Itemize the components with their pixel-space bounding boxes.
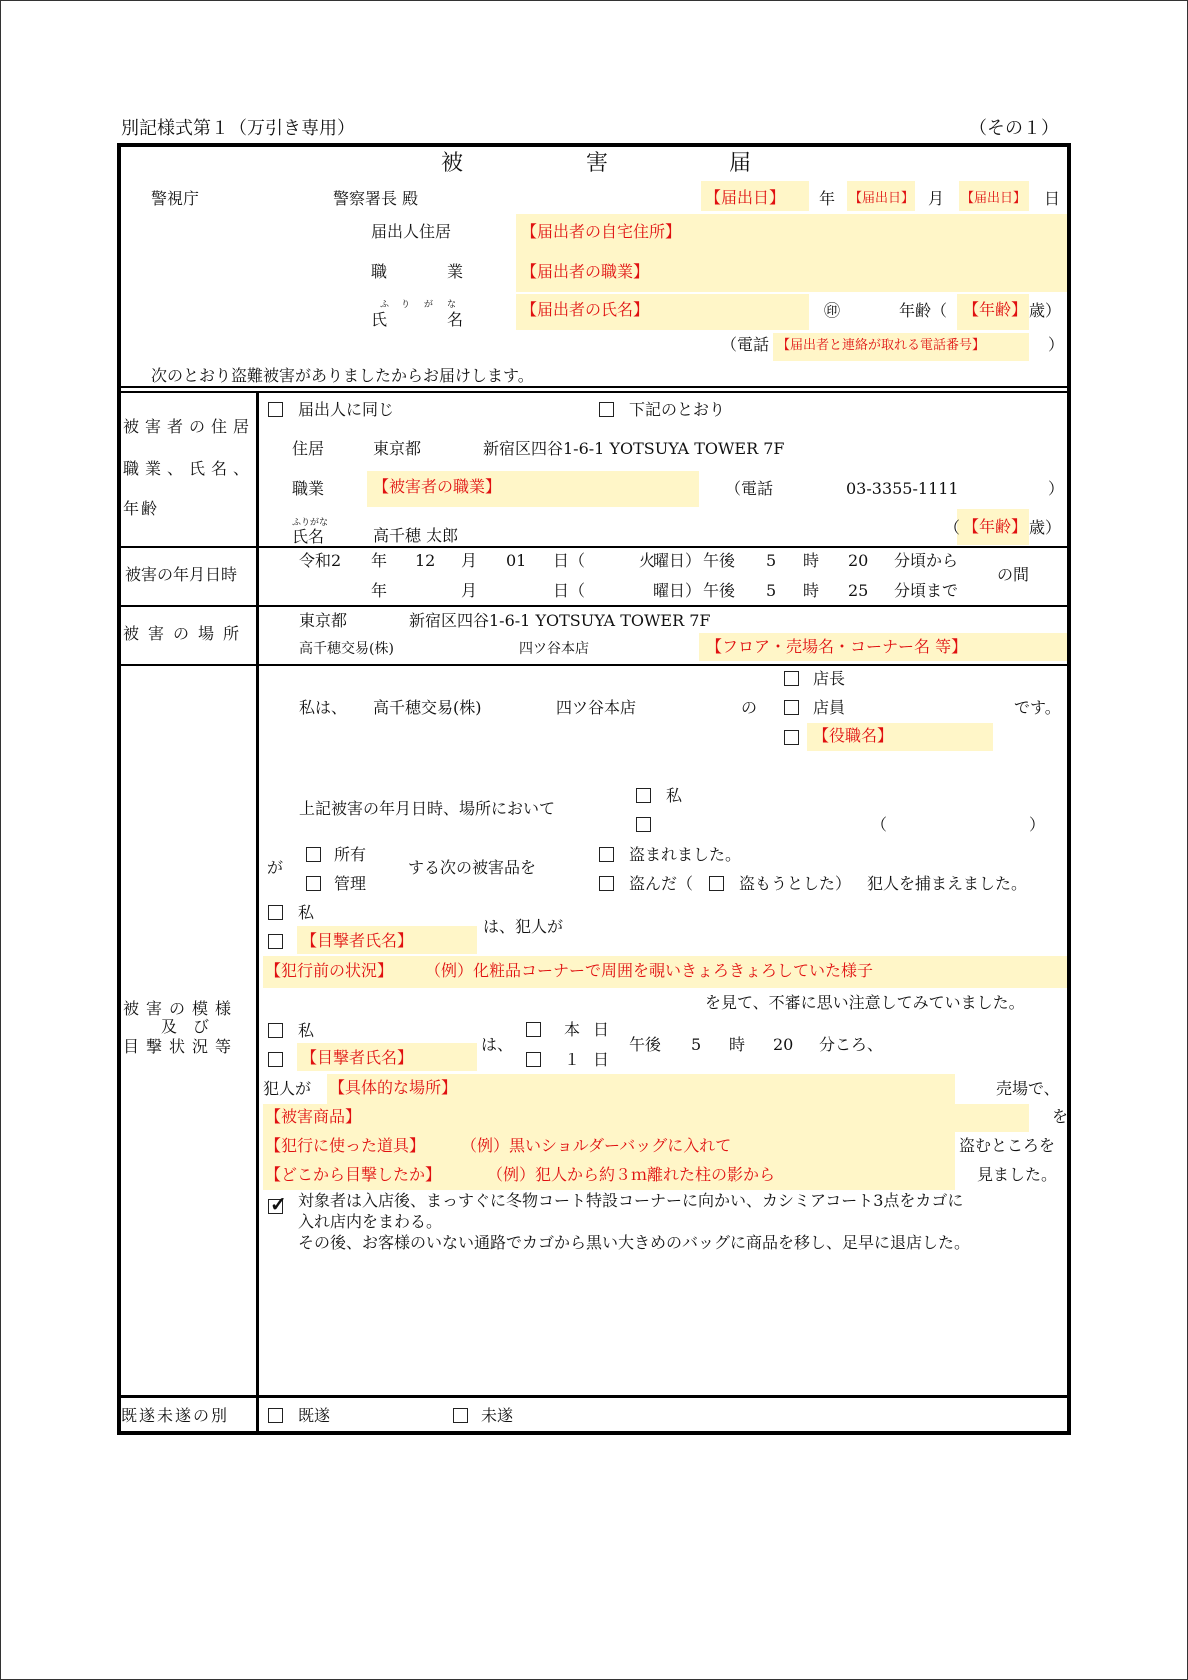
witness-2-name[interactable]: 【目撃者氏名】 <box>301 1048 414 1067</box>
attempted-checkbox[interactable] <box>453 1408 468 1423</box>
owned-label: 所有 <box>334 845 367 864</box>
place-address: 新宿区四谷1-6-1 YOTSUYA TOWER 7F <box>409 611 711 630</box>
narrative-checkbox[interactable] <box>268 1192 287 1216</box>
datetime-weekday[interactable]: 火 <box>639 551 656 570</box>
details-no: の <box>741 698 758 717</box>
owned-checkbox[interactable] <box>306 847 321 862</box>
title-char-2: 害 <box>586 151 609 176</box>
victim-label-line-3: 年齢 <box>123 499 160 518</box>
reporter-age-unit: 歳） <box>1029 301 1062 320</box>
datetime-month[interactable]: 12 <box>415 551 436 570</box>
datetime-hour[interactable]: 5 <box>766 551 777 570</box>
tool-example: （例）黒いショルダーバッグに入れて <box>461 1136 732 1155</box>
date-day-unit: 日 <box>1044 189 1061 208</box>
datetime-ampm: 午後 <box>703 551 736 570</box>
place-company: 高千穂交易(株) <box>299 641 394 657</box>
reporter-age-label: 年齢（ <box>899 301 948 320</box>
witness-2-other-checkbox[interactable] <box>268 1052 283 1067</box>
ga: が <box>267 858 284 877</box>
item[interactable]: 【被害商品】 <box>265 1107 362 1126</box>
ruby-na: な <box>447 300 457 310</box>
reporter-name[interactable]: 【届出者の氏名】 <box>521 300 650 319</box>
ruby-fu: ふ <box>380 300 390 310</box>
double-line-top <box>117 386 1071 388</box>
datetime-between: の間 <box>997 565 1030 584</box>
datetime-day[interactable]: 01 <box>506 551 527 570</box>
details-label-line-3: 目撃状況等 <box>123 1037 239 1056</box>
role-other-checkbox[interactable] <box>784 730 799 745</box>
attempted-label: 未遂 <box>481 1406 514 1425</box>
victim-label-line-2: 職業、氏名、 <box>123 459 256 478</box>
desu: です。 <box>1014 698 1061 717</box>
was-stolen-label: 盗まれました。 <box>629 845 742 864</box>
datetime-minute-unit: 分頃から <box>894 551 959 570</box>
victim-occupation-label: 職業 <box>292 479 325 498</box>
datetime-weekday-unit-2: 曜日） <box>653 581 702 600</box>
i-am: 私は、 <box>299 698 348 717</box>
actor-other-close: ） <box>1029 815 1046 834</box>
row-divider-2 <box>117 605 1071 607</box>
location[interactable]: 【具体的な場所】 <box>329 1078 458 1097</box>
role-staff-checkbox[interactable] <box>784 700 799 715</box>
datetime-hour-unit-2: 時 <box>803 581 820 600</box>
pm: 午後 <box>629 1035 662 1054</box>
stole-checkbox[interactable] <box>599 876 614 891</box>
today-label-2: 日 <box>593 1020 610 1039</box>
place-pref: 東京都 <box>299 611 348 630</box>
datetime-weekday-unit: 曜日） <box>653 551 702 570</box>
datetime-day-unit: 日（ <box>553 551 586 570</box>
form-name: 別記様式第１（万引き専用） <box>121 118 355 139</box>
wo: を <box>1052 1107 1069 1126</box>
reporter-age[interactable]: 【年齢】 <box>963 300 1028 319</box>
reporter-name-label-1: 氏 <box>371 310 388 329</box>
label-column-divider <box>256 392 259 1432</box>
tried-checkbox[interactable] <box>709 876 724 891</box>
reporter-occupation-label-1: 職 <box>371 262 388 281</box>
following-items: する次の被害品を <box>408 858 537 877</box>
saw: 見ました。 <box>977 1165 1058 1184</box>
victim-address-rest: 新宿区四谷1-6-1 YOTSUYA TOWER 7F <box>483 439 785 458</box>
details-label-line-1: 被害の模様 <box>123 999 239 1018</box>
datetime-hour-2[interactable]: 5 <box>766 581 777 600</box>
time-minute[interactable]: 20 <box>773 1035 794 1054</box>
victim-name-ruby: ふりがな <box>292 518 329 528</box>
today-label-1: 本 <box>564 1020 581 1039</box>
row-divider-4 <box>117 1395 1071 1398</box>
witness-1-me-label: 私 <box>298 903 315 922</box>
place-store: 四ツ谷本店 <box>519 641 589 657</box>
actor-me-checkbox[interactable] <box>636 788 651 803</box>
as-below-checkbox[interactable] <box>599 402 614 417</box>
actor-other-checkbox[interactable] <box>636 817 651 832</box>
statement: 次のとおり盗難被害がありましたからお届けします。 <box>151 366 534 385</box>
reporter-occupation-label-2: 業 <box>447 262 464 281</box>
was-stolen-checkbox[interactable] <box>599 847 614 862</box>
reporter-phone-close: ） <box>1048 335 1065 354</box>
place-floor[interactable]: 【フロア・売場名・コーナー名 等】 <box>706 637 968 656</box>
double-line-bottom <box>117 391 1071 393</box>
stealing: 盗むところを <box>959 1136 1056 1155</box>
chief: 警察署長 殿 <box>333 189 419 208</box>
title-char-3: 届 <box>729 151 752 176</box>
reporter-occupation[interactable]: 【届出者の職業】 <box>521 262 650 281</box>
datetime-minute-2[interactable]: 25 <box>848 581 869 600</box>
caught-label: 犯人を捕まえました。 <box>867 874 1028 893</box>
before-situation[interactable]: 【犯行前の状況】 <box>265 961 394 980</box>
agency: 警視庁 <box>151 189 200 208</box>
same-as-reporter-checkbox[interactable] <box>268 402 283 417</box>
reporter-name-label-2: 名 <box>447 310 464 329</box>
datetime-month-unit: 月 <box>461 551 478 570</box>
role-other[interactable]: 【役職名】 <box>813 726 894 745</box>
ruby-ga: が <box>424 300 434 310</box>
as-below-label: 下記のとおり <box>629 400 726 419</box>
victim-name-label: 氏名 <box>292 527 325 546</box>
before-example: （例）化粧品コーナーで周囲を覗いきょろきょろしていた様子 <box>425 961 874 980</box>
page-number: （その１） <box>969 118 1059 139</box>
victim-phone[interactable]: 03-3355-1111 <box>846 479 959 498</box>
ruby-ri: り <box>401 300 411 310</box>
row-divider-3 <box>117 664 1071 666</box>
victim-age-unit: 歳） <box>1029 518 1062 537</box>
details-company: 高千穂交易(株) <box>373 698 482 717</box>
check-mark-icon: ✓ <box>270 1192 287 1216</box>
time-minute-unit: 分ころ、 <box>819 1035 884 1054</box>
victim-address-label: 住居 <box>292 439 325 458</box>
witness-1-name[interactable]: 【目撃者氏名】 <box>301 931 414 950</box>
datetime-era[interactable]: 令和2 <box>299 551 342 570</box>
date-month-unit: 月 <box>928 189 945 208</box>
wa: は、 <box>481 1035 514 1054</box>
at-floor: 売場で、 <box>996 1079 1060 1098</box>
completion-label: 既遂未遂の別 <box>121 1406 230 1425</box>
datetime-ampm-2: 午後 <box>703 581 736 600</box>
completed-label: 既遂 <box>298 1406 331 1425</box>
datetime-minute-unit-2: 分頃まで <box>894 581 959 600</box>
stole-label: 盗んだ（ <box>629 874 694 893</box>
date-month[interactable]: 【届出日】 <box>849 191 915 206</box>
victim-phone-close: ） <box>1048 479 1065 498</box>
datetime-minute[interactable]: 20 <box>848 551 869 570</box>
role-staff-label: 店員 <box>813 698 846 717</box>
datetime-year-unit-2: 年 <box>371 581 388 600</box>
victim-address-pref: 東京都 <box>373 439 422 458</box>
datetime-day-unit-2: 日（ <box>553 581 586 600</box>
same-as-reporter-label: 届出人に同じ <box>298 400 395 419</box>
narrative-line-2: 入れ店内をまわる。 <box>298 1212 443 1231</box>
wa-criminal-ga: は、犯人が <box>483 917 564 936</box>
reporter-phone[interactable]: 【届出者と連絡が取れる電話番号】 <box>777 338 986 353</box>
reporter-address-label: 届出人住居 <box>371 222 452 241</box>
witness-2-me-label: 私 <box>298 1021 315 1040</box>
time-hour-unit: 時 <box>729 1035 746 1054</box>
role-manager-checkbox[interactable] <box>784 671 799 686</box>
where[interactable]: 【どこから目撃したか】 <box>265 1165 442 1184</box>
datetime-label: 被害の年月日時 <box>125 565 238 584</box>
date-day[interactable]: 【届出日】 <box>961 191 1027 206</box>
details-label-line-2: 及 び <box>161 1017 210 1036</box>
tool[interactable]: 【犯行に使った道具】 <box>265 1136 426 1155</box>
witness-1-me-checkbox[interactable] <box>268 905 283 920</box>
one-day-label-1: １ <box>564 1050 581 1069</box>
criminal-ga: 犯人が <box>263 1079 312 1098</box>
actor-other-open: （ <box>871 815 888 834</box>
datetime-hour-unit: 時 <box>803 551 820 570</box>
witness-1-other-checkbox[interactable] <box>268 934 283 949</box>
datetime-year-unit: 年 <box>371 551 388 570</box>
suspicious: を見て、不審に思い注意してみていました。 <box>705 993 1025 1012</box>
victim-occupation[interactable]: 【被害者の職業】 <box>373 477 502 496</box>
at-time-place: 上記被害の年月日時、場所において <box>299 799 556 818</box>
managed-checkbox[interactable] <box>306 876 321 891</box>
victim-age-open: （ <box>944 518 961 537</box>
date-year-unit: 年 <box>819 189 836 208</box>
victim-age[interactable]: 【年齢】 <box>963 517 1028 536</box>
victim-name[interactable]: 高千穂 太郎 <box>373 526 459 545</box>
victim-phone-label: （電話 <box>725 479 774 498</box>
row-divider-1 <box>117 546 1071 548</box>
details-store: 四ツ谷本店 <box>556 698 637 717</box>
witness-2-me-checkbox[interactable] <box>268 1023 283 1038</box>
completed-checkbox[interactable] <box>268 1408 283 1423</box>
time-hour[interactable]: 5 <box>691 1035 702 1054</box>
place-label: 被害の場所 <box>123 624 249 643</box>
title-char-1: 被 <box>441 151 464 176</box>
seal-icon: ㊞ <box>824 301 841 320</box>
where-example: （例）犯人から約３ｍ離れた柱の影から <box>487 1165 776 1184</box>
one-day-label-2: 日 <box>593 1050 610 1069</box>
datetime-month-unit-2: 月 <box>461 581 478 600</box>
role-manager-label: 店長 <box>813 669 846 688</box>
reporter-address[interactable]: 【届出者の自宅住所】 <box>521 222 682 241</box>
reporter-phone-label: （電話 <box>721 335 770 354</box>
tried-label: 盗もうとした） <box>739 874 852 893</box>
one-day-checkbox[interactable] <box>526 1052 541 1067</box>
actor-me-label: 私 <box>666 786 683 805</box>
date-year[interactable]: 【届出日】 <box>705 188 786 207</box>
narrative-line-1: 対象者は入店後、まっすぐに冬物コート特設コーナーに向かい、カシミアコート3点をカゴに <box>298 1191 964 1210</box>
narrative-line-3: その後、お客様のいない通路でカゴから黒い大きめのバッグに商品を移し、足早に退店した。 <box>298 1233 971 1252</box>
victim-label-line-1: 被害者の住居 <box>123 417 256 436</box>
managed-label: 管理 <box>334 874 367 893</box>
today-checkbox[interactable] <box>526 1022 541 1037</box>
